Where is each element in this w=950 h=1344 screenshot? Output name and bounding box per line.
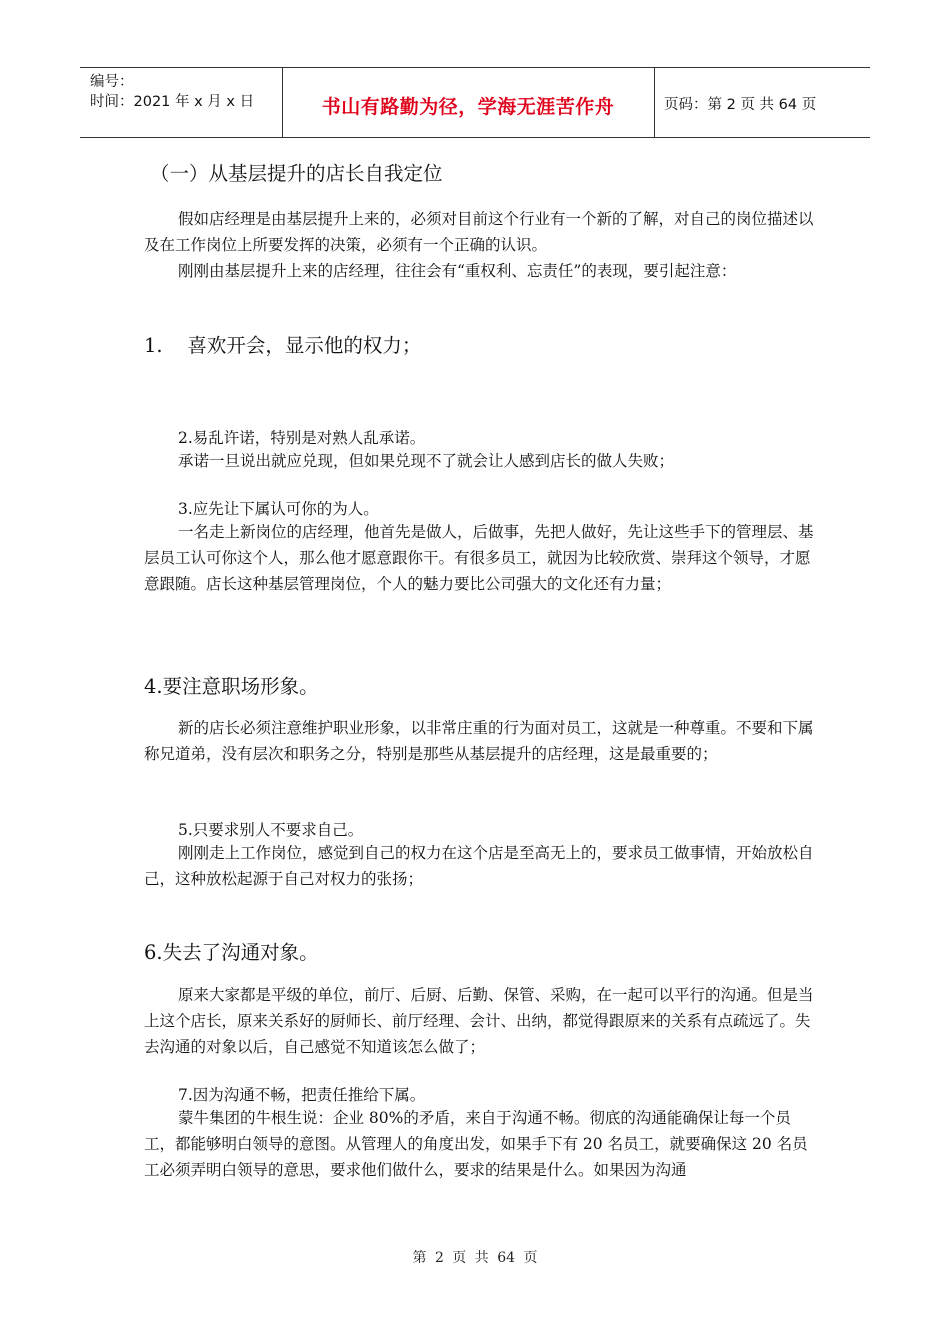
- header-divider: [654, 68, 655, 137]
- item-heading-5: 5.只要求别人不要求自己。: [178, 821, 364, 839]
- item-text-7: 蒙牛集团的牛根生说：企业 80%的矛盾，来自于沟通不畅。彻底的沟通能确保让每一个员工，都能够明白领导的意图。从管理人的角度出发，如果手下有 20 名员工，就要确保这 20 名员工必须弄明白领导的意思，要求他们做什么，要求的结果是什么。如果因为沟通: [144, 1109, 808, 1179]
- header-time-label: 时间：2021 年 x 月 x 日: [90, 94, 255, 110]
- header-page-info: 页码：第 2 页 共 64 页: [664, 97, 817, 113]
- document-header: [80, 67, 870, 138]
- header-number-label: 编号：: [90, 74, 134, 90]
- item-heading-3: 3.应先让下属认可你的为人。: [178, 500, 379, 518]
- item-heading-6: 6.失去了沟通对象。: [144, 941, 319, 964]
- header-meta: [90, 72, 254, 112]
- header-motto: 书山有路勤为径，学海无涯苦作舟: [321, 96, 615, 118]
- item-text-2: 承诺一旦说出就应兑现，但如果兑现不了就会让人感到店长的做人失败；: [178, 452, 675, 470]
- item-text-6: 原来大家都是平级的单位，前厅、后厨、后勤、保管、采购，在一起可以平行的沟通。但是当上这个店长，原来关系好的厨师长、前厅经理、会计、出纳，都觉得跟原来的关系有点疏远了。失去沟通的对象以后，自己感觉不知道该怎么做了；: [144, 986, 814, 1056]
- section-title: （一）从基层提升的店长自我定位: [150, 162, 443, 185]
- intro-paragraph: 刚刚由基层提升上来的店经理，往往会有“重权利、忘责任”的表现，要引起注意：: [178, 262, 737, 280]
- item-heading-7: 7.因为沟通不畅，把责任推给下属。: [178, 1086, 426, 1104]
- item-text-4: 新的店长必须注意维护职业形象，以非常庄重的行为面对员工，这就是一种尊重。不要和下属称兄道弟，没有层次和职务之分，特别是那些从基层提升的店经理，这是最重要的；: [144, 719, 814, 763]
- item-heading-4: 4.要注意职场形象。: [144, 675, 319, 698]
- item-text-3: 一名走上新岗位的店经理，他首先是做人，后做事，先把人做好，先让这些手下的管理层、基层员工认可你这个人，那么他才愿意跟你干。有很多员工，就因为比较欣赏、崇拜这个领导，才愿意跟随。店长这种基层管理岗位，个人的魅力要比公司强大的文化还有力量；: [144, 523, 814, 593]
- page-footer: 第 2 页 共 64 页: [412, 1250, 538, 1266]
- item-heading-1: 1. 喜欢开会，显示他的权力；: [144, 334, 422, 357]
- intro-paragraph: 假如店经理是由基层提升上来的，必须对目前这个行业有一个新的了解，对自己的岗位描述以及在工作岗位上所要发挥的决策，必须有一个正确的认识。: [144, 210, 814, 254]
- item-heading-2: 2.易乱许诺，特别是对熟人乱承诺。: [178, 429, 426, 447]
- item-text-5: 刚刚走上工作岗位，感觉到自己的权力在这个店是至高无上的，要求员工做事情，开始放松自己，这种放松起源于自己对权力的张扬；: [144, 844, 814, 888]
